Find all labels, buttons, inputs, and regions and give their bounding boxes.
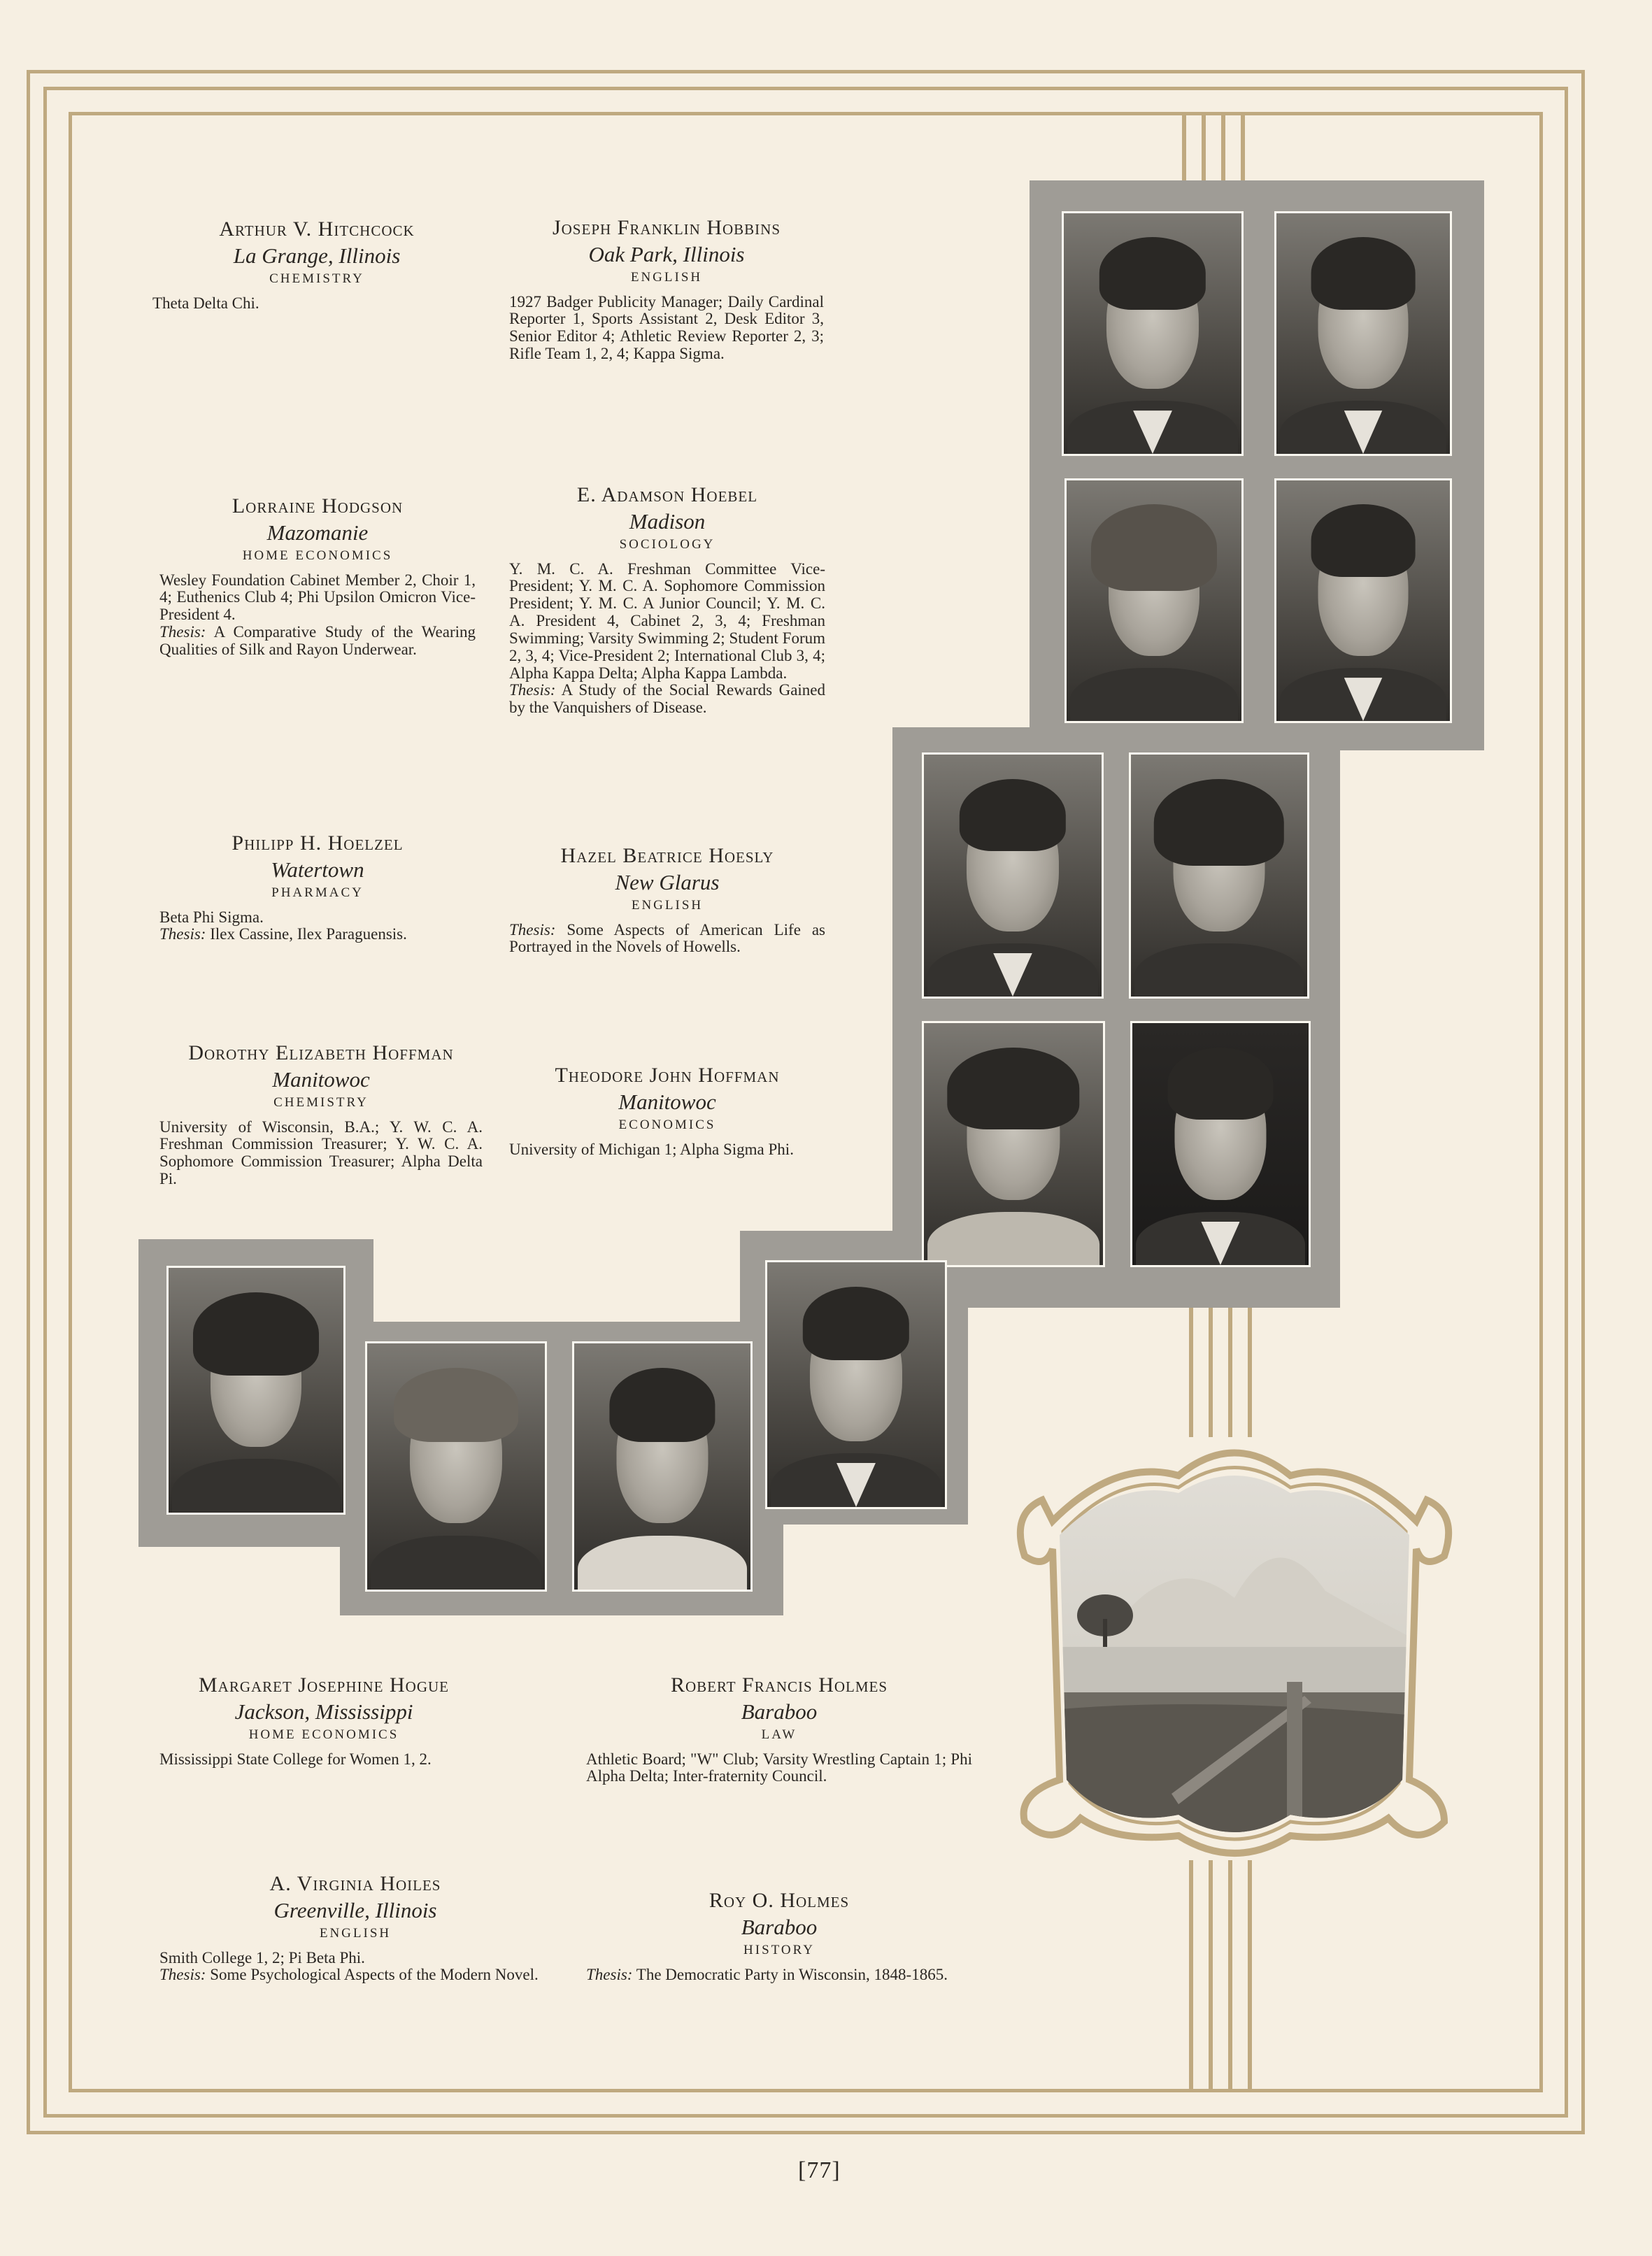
student-activities: Wesley Foundation Cabinet Member 2, Choir 1, 4; Euthenics Club 4; Phi Upsilon Omicron Vice-President 4. [159,571,476,624]
student-hometown: Jackson, Mississippi [234,1699,413,1724]
student-name: Arthur V. Hitchcock [219,217,415,241]
student-hometown: Watertown [271,857,364,882]
student-name: Robert Francis Holmes [670,1673,888,1697]
student-name: Dorothy Elizabeth Hoffman [188,1041,454,1064]
portrait-photo [166,1266,346,1515]
student-thesis [159,624,476,659]
student-entry [509,1063,825,1158]
student-hometown: New Glarus [615,870,720,894]
student-name: Margaret Josephine Hogue [198,1673,449,1697]
student-name: A. Virginia Hoiles [269,1872,441,1895]
thesis-text: Some Aspects of American Life as Portrayed in the Novels of Howells. [509,920,825,956]
student-entry [586,1673,972,1785]
portrait-photo [922,1021,1105,1267]
student-hometown: Manitowoc [618,1090,716,1114]
student-major: LAW [761,1727,797,1742]
student-entry [586,1888,972,1983]
student-thesis [586,1966,972,1984]
thesis-text: The Democratic Party in Wisconsin, 1848-1865. [636,1965,948,1983]
student-activities: Mississippi State College for Women 1, 2. [159,1750,432,1768]
student-activities: Athletic Board; "W" Club; Varsity Wrestling Captain 1; Phi Alpha Delta; Inter-fraternity Council. [586,1750,972,1785]
portrait-photo [922,752,1104,999]
student-name: Joseph Franklin Hobbins [552,216,781,239]
portrait-photo [1274,478,1452,723]
student-thesis [509,682,825,717]
thesis-text: A Comparative Study of the Wearing Qualities of Silk and Rayon Underwear. [159,623,476,658]
student-hometown: Oak Park, Illinois [588,242,745,266]
student-hometown: Greenville, Illinois [273,1898,437,1922]
student-hometown: Madison [629,509,706,534]
thesis-text: Ilex Cassine, Ilex Paraguensis. [210,925,407,943]
top-ornament-bar [1202,115,1206,182]
student-entry [159,494,476,659]
page-number: [77] [798,2157,841,2183]
student-activities: Beta Phi Sigma. [159,908,264,926]
student-major: HISTORY [743,1942,815,1957]
student-activities: 1927 Badger Publicity Manager; Daily Cardinal Reporter 1, Sports Assistant 2, Desk Editor 3, Senior Editor 4; Athletic Review Reporter 2, 3; Rifle Team 1, 2, 4; Kappa Sigma. [509,292,824,363]
student-activities: Y. M. C. A. Freshman Committee Vice-President; Y. M. C. A. Sophomore Commission President; Y. M. C. A Junior Council; Y. M. C. A. President 4, Cabinet 2, 3, 4; Freshman Swimming; Varsity Swimming 2; Student Forum 2, 3, 4; Vice-President 2; International Club 3, 4; Alpha Kappa Delta; Alpha Kappa Lambda. [509,559,825,682]
student-major: SOCIOLOGY [619,536,715,552]
portrait-photo [765,1260,947,1509]
portrait-photo [572,1341,753,1592]
thesis-label: Thesis: [509,920,556,938]
student-entry [152,217,481,312]
student-activities: Smith College 1, 2; Pi Beta Phi. [159,1948,365,1966]
student-name: Roy O. Holmes [708,1889,850,1912]
student-activities: University of Wisconsin, B.A.; Y. W. C. A. Freshman Commission Treasurer; Y. W. C. A. Sophomore Commission Treasurer; Alpha Delta Pi. [159,1118,483,1188]
portrait-photo [1062,211,1244,456]
student-thesis [159,926,476,943]
portrait-photo [1274,211,1452,456]
student-activities: University of Michigan 1; Alpha Sigma Phi. [509,1140,794,1158]
student-entry [509,843,825,956]
student-hometown: Baraboo [741,1699,818,1724]
thesis-label: Thesis: [159,623,206,641]
bottom-ornament-bar [1228,1860,1232,2091]
landscape-cartouche [997,1416,1472,1864]
student-entry [509,483,825,717]
student-major: ENGLISH [630,269,703,285]
portrait-photo [1064,478,1244,723]
thesis-label: Thesis: [159,1966,206,1984]
top-ornament-bar [1241,115,1245,182]
top-ornament-bar [1221,115,1225,182]
student-major: HOME ECONOMICS [248,1727,399,1742]
student-activities: Theta Delta Chi. [152,294,259,312]
bottom-ornament-bar [1209,1860,1213,2091]
student-major: ECONOMICS [618,1117,716,1132]
portrait-photo [1129,752,1309,999]
student-name: Philipp H. Hoelzel [232,831,404,855]
student-thesis [509,922,825,957]
portrait-photo [1130,1021,1311,1267]
student-hometown: Manitowoc [272,1067,370,1092]
student-entry [509,215,824,363]
thesis-label: Thesis: [586,1965,633,1983]
student-major: PHARMACY [271,885,364,900]
portrait-photo [365,1341,547,1592]
thesis-text: Some Psychological Aspects of the Modern Novel. [210,1966,539,1984]
student-entry [159,1871,551,1984]
student-major: CHEMISTRY [273,1094,369,1110]
student-entry [159,831,476,943]
thesis-label: Thesis: [509,681,556,699]
bottom-ornament-bar [1248,1860,1252,2091]
student-major: ENGLISH [319,1925,392,1941]
student-hometown: Baraboo [741,1915,818,1939]
student-entry [159,1673,488,1768]
student-entry [159,1041,483,1188]
student-name: Theodore John Hoffman [555,1064,780,1087]
student-hometown: Mazomanie [266,520,369,545]
student-hometown: La Grange, Illinois [233,243,401,268]
top-ornament-bar [1182,115,1186,182]
student-major: CHEMISTRY [269,271,364,286]
student-major: HOME ECONOMICS [242,548,393,563]
thesis-text: A Study of the Social Rewards Gained by the Vanquishers of Disease. [509,681,825,717]
student-name: Hazel Beatrice Hoesly [560,844,774,867]
student-name: E. Adamson Hoebel [576,483,758,506]
bottom-ornament-bar [1189,1860,1193,2091]
student-name: Lorraine Hodgson [232,494,404,517]
student-thesis [159,1966,551,1984]
thesis-label: Thesis: [159,925,206,943]
student-major: ENGLISH [631,897,704,913]
